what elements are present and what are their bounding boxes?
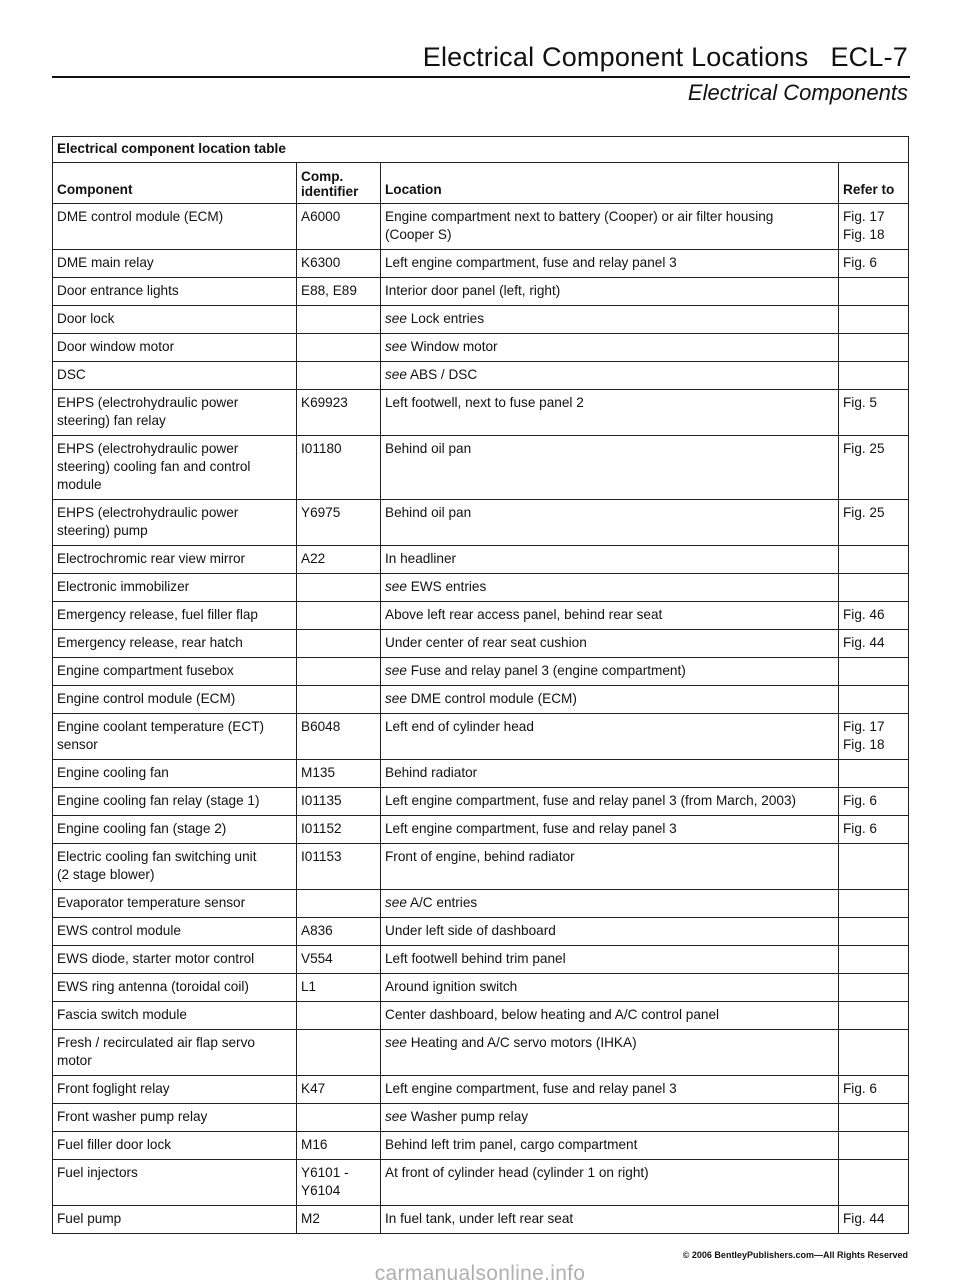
- table-header-row: [53, 163, 909, 204]
- cell-component: Electrochromic rear view mirror: [53, 546, 297, 574]
- table-row: [53, 362, 909, 390]
- cell-identifier: [297, 362, 381, 390]
- cell-refer: Fig. 44: [839, 1206, 909, 1234]
- cell-location: [381, 1002, 839, 1030]
- table-row: [53, 686, 909, 714]
- cell-identifier: [297, 574, 381, 602]
- cell-location-text: Heating and A/C servo motors (IHKA): [406, 1035, 637, 1050]
- cell-component: Engine compartment fusebox: [53, 658, 297, 686]
- cell-component: Door lock: [53, 306, 297, 334]
- cell-component: Fuel filler door lock: [53, 1132, 297, 1160]
- cell-component: Fuel injectors: [53, 1160, 297, 1206]
- cell-location-text: Center dashboard, below heating and A/C control panel: [385, 1007, 720, 1022]
- cell-component: DME control module (ECM): [53, 204, 297, 250]
- cell-identifier: [297, 602, 381, 630]
- table-row: [53, 390, 909, 436]
- cell-identifier: I01135: [297, 788, 381, 816]
- cell-component: Fascia switch module: [53, 1002, 297, 1030]
- page-code: ECL-7: [830, 42, 908, 72]
- cell-location: [381, 278, 839, 306]
- table-row: [53, 1002, 909, 1030]
- cell-location: [381, 946, 839, 974]
- page-header-title: [423, 42, 908, 73]
- table-row: [53, 1206, 909, 1234]
- cell-identifier: A22: [297, 546, 381, 574]
- cell-refer: Fig. 46: [839, 602, 909, 630]
- table-row: [53, 1160, 909, 1206]
- cell-location: [381, 788, 839, 816]
- cell-location-text: Front of engine, behind radiator: [385, 849, 575, 864]
- cell-identifier: [297, 890, 381, 918]
- cell-location: [381, 204, 839, 250]
- cell-location-text: Under center of rear seat cushion: [385, 635, 587, 650]
- see-reference-word: see: [385, 895, 407, 910]
- cell-refer: [839, 844, 909, 890]
- cell-location: [381, 630, 839, 658]
- cell-refer: [839, 1160, 909, 1206]
- cell-location: [381, 686, 839, 714]
- cell-identifier: M2: [297, 1206, 381, 1234]
- cell-identifier: A6000: [297, 204, 381, 250]
- table-row: [53, 306, 909, 334]
- cell-component: Engine cooling fan relay (stage 1): [53, 788, 297, 816]
- cell-location: [381, 1030, 839, 1076]
- table-row: [53, 658, 909, 686]
- cell-component: Front washer pump relay: [53, 1104, 297, 1132]
- see-reference-word: see: [385, 1109, 407, 1124]
- cell-identifier: L1: [297, 974, 381, 1002]
- cell-location: [381, 362, 839, 390]
- cell-identifier: K47: [297, 1076, 381, 1104]
- table-body: [53, 204, 909, 1234]
- cell-refer: [839, 278, 909, 306]
- section-title: Electrical Component Locations: [422, 42, 809, 72]
- cell-component: Engine control module (ECM): [53, 686, 297, 714]
- watermark: carmanualsonline.info: [374, 1262, 586, 1285]
- table-row: [53, 1104, 909, 1132]
- cell-location-text: EWS entries: [406, 579, 487, 594]
- cell-location-text: Above left rear access panel, behind rear seat: [385, 607, 663, 622]
- cell-refer: Fig. 5: [839, 390, 909, 436]
- cell-location-text: At front of cylinder head (cylinder 1 on right): [385, 1165, 649, 1180]
- cell-location-text: A/C entries: [406, 895, 478, 910]
- cell-location: [381, 816, 839, 844]
- cell-component: Electric cooling fan switching unit (2 stage blower): [53, 844, 297, 890]
- cell-component: EWS ring antenna (toroidal coil): [53, 974, 297, 1002]
- cell-component: EHPS (electrohydraulic power steering) pump: [53, 500, 297, 546]
- see-reference-word: see: [385, 1035, 407, 1050]
- table-row: [53, 844, 909, 890]
- see-reference-word: see: [385, 691, 407, 706]
- cell-location-text: Left footwell behind trim panel: [385, 951, 566, 966]
- cell-component: DME main relay: [53, 250, 297, 278]
- column-header-identifier-text: Comp. identifier: [301, 169, 359, 199]
- cell-component: Front foglight relay: [53, 1076, 297, 1104]
- cell-location: [381, 250, 839, 278]
- cell-location: [381, 760, 839, 788]
- cell-component: EWS control module: [53, 918, 297, 946]
- cell-refer: [839, 546, 909, 574]
- cell-location: [381, 658, 839, 686]
- cell-location-text: Left engine compartment, fuse and relay panel 3: [385, 255, 677, 270]
- table-row: [53, 1076, 909, 1104]
- cell-location-text: In headliner: [385, 551, 457, 566]
- cell-component: DSC: [53, 362, 297, 390]
- cell-location: [381, 390, 839, 436]
- column-header-identifier: [297, 163, 381, 204]
- cell-refer: [839, 760, 909, 788]
- cell-identifier: I01153: [297, 844, 381, 890]
- cell-refer: [839, 946, 909, 974]
- cell-location-text: Behind oil pan: [385, 505, 472, 520]
- component-location-table: [52, 136, 909, 1234]
- cell-location: [381, 602, 839, 630]
- cell-component: Door entrance lights: [53, 278, 297, 306]
- column-header-refer: Refer to: [839, 163, 909, 204]
- cell-refer: Fig. 6: [839, 1076, 909, 1104]
- cell-refer: Fig. 6: [839, 250, 909, 278]
- cell-refer: [839, 1002, 909, 1030]
- table-row: [53, 630, 909, 658]
- cell-refer: [839, 918, 909, 946]
- cell-location-text: Washer pump relay: [406, 1109, 529, 1124]
- cell-identifier: Y6101 - Y6104: [297, 1160, 381, 1206]
- cell-location-text: Left end of cylinder head: [385, 719, 534, 734]
- copyright-footer: © 2006 BentleyPublishers.com—All Rights Reserved: [682, 1250, 908, 1260]
- cell-refer: Fig. 6: [839, 788, 909, 816]
- table-row: [53, 1132, 909, 1160]
- cell-location-text: Interior door panel (left, right): [385, 283, 561, 298]
- cell-identifier: [297, 334, 381, 362]
- cell-location-text: Fuse and relay panel 3 (engine compartment): [406, 663, 686, 678]
- cell-location: [381, 1104, 839, 1132]
- cell-identifier: Y6975: [297, 500, 381, 546]
- cell-location: [381, 890, 839, 918]
- cell-location-text: ABS / DSC: [406, 367, 478, 382]
- cell-identifier: [297, 306, 381, 334]
- cell-location: [381, 918, 839, 946]
- cell-refer: Fig. 44: [839, 630, 909, 658]
- cell-identifier: [297, 1002, 381, 1030]
- cell-refer: Fig. 6: [839, 816, 909, 844]
- cell-location: [381, 974, 839, 1002]
- table-row: [53, 918, 909, 946]
- cell-component: EHPS (electrohydraulic power steering) fan relay: [53, 390, 297, 436]
- cell-identifier: E88, E89: [297, 278, 381, 306]
- cell-location-text: Around ignition switch: [385, 979, 518, 994]
- cell-refer: [839, 890, 909, 918]
- cell-component: Engine cooling fan (stage 2): [53, 816, 297, 844]
- cell-refer: [839, 1104, 909, 1132]
- cell-location-text: In fuel tank, under left rear seat: [385, 1211, 574, 1226]
- cell-refer: [839, 362, 909, 390]
- cell-location: [381, 1076, 839, 1104]
- cell-location-text: Left engine compartment, fuse and relay panel 3: [385, 821, 677, 836]
- table-row: [53, 816, 909, 844]
- cell-refer: [839, 686, 909, 714]
- cell-refer: Fig. 25: [839, 500, 909, 546]
- cell-location-text: Engine compartment next to battery (Cooper) or air filter housing (Cooper S): [385, 209, 774, 242]
- cell-location: [381, 574, 839, 602]
- table-row: [53, 204, 909, 250]
- cell-location: [381, 334, 839, 362]
- cell-component: Engine cooling fan: [53, 760, 297, 788]
- see-reference-word: see: [385, 579, 407, 594]
- table-row: [53, 574, 909, 602]
- cell-location-text: Under left side of dashboard: [385, 923, 556, 938]
- table-row: [53, 946, 909, 974]
- see-reference-word: see: [385, 367, 407, 382]
- cell-location: [381, 844, 839, 890]
- table-row: [53, 278, 909, 306]
- cell-identifier: V554: [297, 946, 381, 974]
- cell-refer: [839, 1030, 909, 1076]
- cell-refer: [839, 974, 909, 1002]
- see-reference-word: see: [385, 339, 407, 354]
- table-row: [53, 1030, 909, 1076]
- cell-identifier: K6300: [297, 250, 381, 278]
- table-row: [53, 546, 909, 574]
- cell-component: Fuel pump: [53, 1206, 297, 1234]
- cell-identifier: K69923: [297, 390, 381, 436]
- cell-location-text: Behind oil pan: [385, 441, 472, 456]
- cell-component: Engine coolant temperature (ECT) sensor: [53, 714, 297, 760]
- cell-location-text: DME control module (ECM): [406, 691, 577, 706]
- cell-location-text: Left engine compartment, fuse and relay panel 3: [385, 1081, 677, 1096]
- cell-location: [381, 546, 839, 574]
- cell-component: EWS diode, starter motor control: [53, 946, 297, 974]
- cell-component: Evaporator temperature sensor: [53, 890, 297, 918]
- see-reference-word: see: [385, 311, 407, 326]
- table-row: [53, 250, 909, 278]
- cell-refer: [839, 658, 909, 686]
- column-header-location: Location: [381, 163, 839, 204]
- cell-location: [381, 1160, 839, 1206]
- cell-location: [381, 1206, 839, 1234]
- cell-identifier: M16: [297, 1132, 381, 1160]
- cell-refer: Fig. 17 Fig. 18: [839, 204, 909, 250]
- cell-refer: [839, 1132, 909, 1160]
- cell-refer: [839, 334, 909, 362]
- table-row: [53, 602, 909, 630]
- cell-location: [381, 1132, 839, 1160]
- cell-location: [381, 306, 839, 334]
- column-header-component: Component: [53, 163, 297, 204]
- table-caption: Electrical component location table: [53, 137, 909, 163]
- cell-location: [381, 436, 839, 500]
- table-row: [53, 714, 909, 760]
- cell-refer: [839, 574, 909, 602]
- table-row: [53, 788, 909, 816]
- cell-identifier: M135: [297, 760, 381, 788]
- table-row: [53, 890, 909, 918]
- cell-location-text: Behind radiator: [385, 765, 478, 780]
- cell-location-text: Behind left trim panel, cargo compartment: [385, 1137, 638, 1152]
- cell-refer: Fig. 17 Fig. 18: [839, 714, 909, 760]
- table-row: [53, 760, 909, 788]
- cell-component: Emergency release, fuel filler flap: [53, 602, 297, 630]
- cell-component: Emergency release, rear hatch: [53, 630, 297, 658]
- cell-refer: [839, 306, 909, 334]
- cell-location: [381, 714, 839, 760]
- cell-component: Door window motor: [53, 334, 297, 362]
- page-subtitle: Electrical Components: [687, 80, 908, 105]
- cell-identifier: I01180: [297, 436, 381, 500]
- see-reference-word: see: [385, 663, 407, 678]
- cell-identifier: [297, 630, 381, 658]
- cell-identifier: [297, 686, 381, 714]
- cell-location-text: Lock entries: [406, 311, 484, 326]
- cell-component: Electronic immobilizer: [53, 574, 297, 602]
- table-row: [53, 500, 909, 546]
- cell-identifier: B6048: [297, 714, 381, 760]
- cell-location-text: Window motor: [406, 339, 498, 354]
- cell-location: [381, 500, 839, 546]
- cell-identifier: [297, 658, 381, 686]
- table-row: [53, 974, 909, 1002]
- cell-identifier: A836: [297, 918, 381, 946]
- cell-location-text: Left footwell, next to fuse panel 2: [385, 395, 584, 410]
- cell-refer: Fig. 25: [839, 436, 909, 500]
- cell-identifier: I01152: [297, 816, 381, 844]
- table-row: [53, 436, 909, 500]
- cell-component: EHPS (electrohydraulic power steering) cooling fan and control module: [53, 436, 297, 500]
- cell-location-text: Left engine compartment, fuse and relay panel 3 (from March, 2003): [385, 793, 797, 808]
- cell-identifier: [297, 1104, 381, 1132]
- cell-identifier: [297, 1030, 381, 1076]
- component-location-table-container: [52, 136, 908, 1234]
- header-rule: [52, 76, 910, 78]
- table-row: [53, 334, 909, 362]
- cell-component: Fresh / recirculated air flap servo motor: [53, 1030, 297, 1076]
